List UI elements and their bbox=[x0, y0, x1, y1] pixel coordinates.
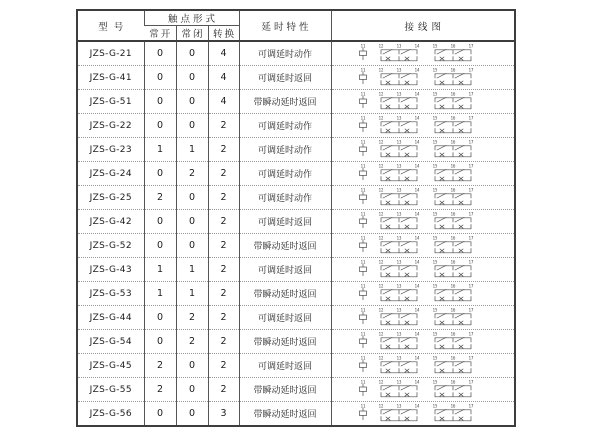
table-row bbox=[77, 354, 515, 378]
wiring-cell bbox=[331, 330, 515, 354]
header-normally-closed: 常闭 bbox=[176, 26, 208, 42]
table-row bbox=[77, 306, 515, 330]
wiring-diagram-icon bbox=[353, 283, 493, 305]
wiring-cell bbox=[331, 90, 515, 114]
svg-text:11: 11 bbox=[360, 163, 366, 169]
wiring-cell bbox=[331, 162, 515, 186]
normally-open-cell: 0 bbox=[144, 330, 176, 354]
svg-text:13: 13 bbox=[396, 235, 402, 241]
delay-cell: 可调延时返回 bbox=[239, 210, 331, 234]
model-cell: JZS-G-53 bbox=[77, 282, 144, 306]
normally-closed-cell: 2 bbox=[176, 306, 208, 330]
wiring-diagram-icon bbox=[353, 235, 493, 257]
svg-text:13: 13 bbox=[396, 139, 402, 145]
svg-text:16: 16 bbox=[450, 139, 456, 145]
svg-text:12: 12 bbox=[378, 211, 384, 217]
wiring-cell bbox=[331, 210, 515, 234]
normally-open-cell: 0 bbox=[144, 402, 176, 427]
svg-text:13: 13 bbox=[396, 379, 402, 385]
svg-text:13: 13 bbox=[396, 163, 402, 169]
model-cell: JZS-G-24 bbox=[77, 162, 144, 186]
svg-text:17: 17 bbox=[468, 259, 474, 265]
svg-text:17: 17 bbox=[468, 139, 474, 145]
svg-text:12: 12 bbox=[378, 331, 384, 337]
model-cell: JZS-G-54 bbox=[77, 330, 144, 354]
normally-open-cell: 1 bbox=[144, 282, 176, 306]
svg-text:11: 11 bbox=[360, 115, 366, 121]
svg-text:14: 14 bbox=[414, 163, 420, 169]
table-body bbox=[77, 41, 515, 426]
wiring-diagram-icon bbox=[353, 211, 493, 233]
changeover-cell: 3 bbox=[208, 402, 239, 427]
svg-text:14: 14 bbox=[414, 139, 420, 145]
svg-text:11: 11 bbox=[360, 67, 366, 73]
model-cell: JZS-G-51 bbox=[77, 90, 144, 114]
header-delay-characteristic: 延时特性 bbox=[239, 10, 331, 41]
svg-text:16: 16 bbox=[450, 163, 456, 169]
header-changeover: 转换 bbox=[208, 26, 239, 42]
svg-text:11: 11 bbox=[360, 331, 366, 337]
svg-text:12: 12 bbox=[378, 91, 384, 97]
svg-text:17: 17 bbox=[468, 91, 474, 97]
wiring-cell bbox=[331, 354, 515, 378]
normally-open-cell: 0 bbox=[144, 234, 176, 258]
model-cell: JZS-G-45 bbox=[77, 354, 144, 378]
normally-closed-cell: 0 bbox=[176, 378, 208, 402]
model-cell: JZS-G-41 bbox=[77, 66, 144, 90]
wiring-cell bbox=[331, 66, 515, 90]
normally-closed-cell: 0 bbox=[176, 114, 208, 138]
normally-closed-cell: 1 bbox=[176, 138, 208, 162]
svg-text:14: 14 bbox=[414, 331, 420, 337]
svg-text:13: 13 bbox=[396, 91, 402, 97]
wiring-diagram-icon bbox=[353, 259, 493, 281]
normally-closed-cell: 0 bbox=[176, 234, 208, 258]
wiring-diagram-icon bbox=[353, 307, 493, 329]
delay-cell: 带瞬动延时返回 bbox=[239, 330, 331, 354]
svg-text:16: 16 bbox=[450, 115, 456, 121]
model-cell: JZS-G-43 bbox=[77, 258, 144, 282]
changeover-cell: 2 bbox=[208, 306, 239, 330]
svg-text:17: 17 bbox=[468, 331, 474, 337]
normally-open-cell: 0 bbox=[144, 210, 176, 234]
svg-text:12: 12 bbox=[378, 187, 384, 193]
svg-text:14: 14 bbox=[414, 91, 420, 97]
changeover-cell: 2 bbox=[208, 138, 239, 162]
svg-text:16: 16 bbox=[450, 355, 456, 361]
delay-cell: 可调延时返回 bbox=[239, 354, 331, 378]
delay-cell: 带瞬动延时返回 bbox=[239, 90, 331, 114]
normally-closed-cell: 0 bbox=[176, 90, 208, 114]
wiring-diagram-icon bbox=[353, 115, 493, 137]
normally-closed-cell: 0 bbox=[176, 186, 208, 210]
wiring-diagram-icon bbox=[353, 403, 493, 425]
delay-cell: 带瞬动延时返回 bbox=[239, 282, 331, 306]
table-row bbox=[77, 66, 515, 90]
header-model: 型号 bbox=[77, 10, 144, 41]
delay-cell: 可调延时动作 bbox=[239, 41, 331, 66]
svg-text:16: 16 bbox=[450, 331, 456, 337]
wiring-diagram-icon bbox=[353, 163, 493, 185]
svg-text:16: 16 bbox=[450, 43, 456, 49]
changeover-cell: 2 bbox=[208, 210, 239, 234]
changeover-cell: 2 bbox=[208, 258, 239, 282]
changeover-cell: 4 bbox=[208, 41, 239, 66]
normally-open-cell: 1 bbox=[144, 258, 176, 282]
svg-text:15: 15 bbox=[432, 331, 438, 337]
svg-text:14: 14 bbox=[414, 355, 420, 361]
normally-open-cell: 2 bbox=[144, 186, 176, 210]
svg-text:12: 12 bbox=[378, 235, 384, 241]
normally-open-cell: 0 bbox=[144, 162, 176, 186]
svg-text:12: 12 bbox=[378, 307, 384, 313]
normally-closed-cell: 0 bbox=[176, 210, 208, 234]
svg-text:17: 17 bbox=[468, 43, 474, 49]
svg-text:11: 11 bbox=[360, 403, 366, 409]
table-row bbox=[77, 114, 515, 138]
delay-cell: 可调延时返回 bbox=[239, 306, 331, 330]
wiring-cell bbox=[331, 186, 515, 210]
table-row bbox=[77, 402, 515, 427]
wiring-diagram-icon bbox=[353, 187, 493, 209]
normally-open-cell: 2 bbox=[144, 378, 176, 402]
svg-text:11: 11 bbox=[360, 91, 366, 97]
normally-closed-cell: 0 bbox=[176, 402, 208, 427]
svg-text:17: 17 bbox=[468, 235, 474, 241]
model-cell: JZS-G-44 bbox=[77, 306, 144, 330]
normally-open-cell: 0 bbox=[144, 306, 176, 330]
table-row bbox=[77, 258, 515, 282]
svg-text:12: 12 bbox=[378, 43, 384, 49]
wiring-cell bbox=[331, 234, 515, 258]
model-cell: JZS-G-21 bbox=[77, 41, 144, 66]
svg-text:14: 14 bbox=[414, 211, 420, 217]
svg-text:13: 13 bbox=[396, 403, 402, 409]
wiring-cell bbox=[331, 41, 515, 66]
svg-text:14: 14 bbox=[414, 283, 420, 289]
svg-text:13: 13 bbox=[396, 115, 402, 121]
svg-text:15: 15 bbox=[432, 163, 438, 169]
delay-cell: 可调延时动作 bbox=[239, 186, 331, 210]
delay-cell: 可调延时动作 bbox=[239, 162, 331, 186]
svg-text:12: 12 bbox=[378, 139, 384, 145]
model-cell: JZS-G-56 bbox=[89, 408, 132, 419]
svg-text:12: 12 bbox=[378, 403, 384, 409]
svg-text:15: 15 bbox=[432, 115, 438, 121]
normally-closed-cell: 2 bbox=[176, 162, 208, 186]
svg-text:16: 16 bbox=[450, 187, 456, 193]
svg-text:11: 11 bbox=[360, 259, 366, 265]
svg-text:14: 14 bbox=[414, 43, 420, 49]
svg-text:11: 11 bbox=[360, 187, 366, 193]
delay-cell: 带瞬动延时返回 bbox=[239, 402, 331, 427]
model-cell: JZS-G-42 bbox=[77, 210, 144, 234]
wiring-diagram-icon bbox=[353, 331, 493, 353]
svg-text:16: 16 bbox=[450, 67, 456, 73]
svg-text:13: 13 bbox=[396, 283, 402, 289]
svg-text:11: 11 bbox=[360, 283, 366, 289]
svg-text:16: 16 bbox=[450, 235, 456, 241]
model-cell: JZS-G-23 bbox=[77, 138, 144, 162]
delay-cell: 可调延时动作 bbox=[239, 114, 331, 138]
table-row bbox=[77, 186, 515, 210]
svg-text:17: 17 bbox=[468, 163, 474, 169]
relay-spec-table bbox=[76, 9, 516, 427]
svg-text:14: 14 bbox=[414, 307, 420, 313]
svg-text:12: 12 bbox=[378, 379, 384, 385]
svg-text:11: 11 bbox=[360, 379, 366, 385]
changeover-cell: 2 bbox=[208, 186, 239, 210]
model-cell: JZS-G-25 bbox=[77, 186, 144, 210]
svg-text:15: 15 bbox=[432, 91, 438, 97]
delay-cell: 带瞬动延时返回 bbox=[239, 378, 331, 402]
svg-text:12: 12 bbox=[378, 355, 384, 361]
svg-text:16: 16 bbox=[450, 259, 456, 265]
normally-closed-cell: 0 bbox=[176, 41, 208, 66]
svg-text:15: 15 bbox=[432, 259, 438, 265]
svg-text:14: 14 bbox=[414, 259, 420, 265]
svg-text:17: 17 bbox=[468, 355, 474, 361]
delay-cell: 带瞬动延时返回 bbox=[239, 234, 331, 258]
svg-text:15: 15 bbox=[432, 403, 438, 409]
table-header bbox=[77, 10, 515, 41]
svg-text:11: 11 bbox=[360, 307, 366, 313]
table-row bbox=[77, 234, 515, 258]
svg-text:17: 17 bbox=[468, 307, 474, 313]
svg-text:14: 14 bbox=[414, 187, 420, 193]
normally-closed-cell: 1 bbox=[176, 258, 208, 282]
table-row bbox=[77, 162, 515, 186]
svg-text:13: 13 bbox=[396, 211, 402, 217]
svg-text:15: 15 bbox=[432, 187, 438, 193]
svg-text:13: 13 bbox=[396, 259, 402, 265]
wiring-diagram-icon bbox=[353, 67, 493, 89]
wiring-diagram-icon bbox=[353, 91, 493, 113]
svg-text:11: 11 bbox=[360, 211, 366, 217]
svg-text:12: 12 bbox=[378, 67, 384, 73]
model-cell: JZS-G-52 bbox=[77, 234, 144, 258]
wiring-diagram-icon bbox=[353, 43, 493, 65]
wiring-cell bbox=[331, 306, 515, 330]
model-cell: JZS-G-55 bbox=[77, 378, 144, 402]
svg-text:13: 13 bbox=[396, 355, 402, 361]
svg-text:12: 12 bbox=[378, 163, 384, 169]
changeover-cell: 2 bbox=[208, 282, 239, 306]
svg-text:16: 16 bbox=[450, 91, 456, 97]
svg-text:11: 11 bbox=[360, 235, 366, 241]
normally-open-cell: 0 bbox=[144, 114, 176, 138]
svg-text:16: 16 bbox=[450, 379, 456, 385]
svg-text:16: 16 bbox=[450, 307, 456, 313]
changeover-cell: 2 bbox=[208, 114, 239, 138]
normally-closed-cell: 0 bbox=[176, 354, 208, 378]
svg-text:15: 15 bbox=[432, 355, 438, 361]
normally-closed-cell: 2 bbox=[176, 330, 208, 354]
normally-open-cell: 0 bbox=[144, 90, 176, 114]
normally-closed-cell: 0 bbox=[176, 66, 208, 90]
svg-text:14: 14 bbox=[414, 235, 420, 241]
svg-text:16: 16 bbox=[450, 403, 456, 409]
changeover-cell: 4 bbox=[208, 90, 239, 114]
svg-text:17: 17 bbox=[468, 403, 474, 409]
normally-closed-cell: 1 bbox=[176, 282, 208, 306]
wiring-diagram-icon bbox=[353, 379, 493, 401]
svg-text:11: 11 bbox=[360, 139, 366, 145]
header-wiring-diagram: 接线图 bbox=[331, 10, 515, 41]
changeover-cell: 2 bbox=[208, 354, 239, 378]
svg-text:16: 16 bbox=[450, 211, 456, 217]
svg-text:15: 15 bbox=[432, 379, 438, 385]
svg-text:12: 12 bbox=[378, 115, 384, 121]
svg-text:14: 14 bbox=[414, 403, 420, 409]
svg-text:15: 15 bbox=[432, 139, 438, 145]
table-row bbox=[77, 330, 515, 354]
delay-cell: 可调延时返回 bbox=[239, 258, 331, 282]
wiring-cell bbox=[331, 378, 515, 402]
header-normally-open: 常开 bbox=[144, 26, 176, 42]
wiring-diagram-icon bbox=[353, 139, 493, 161]
svg-text:15: 15 bbox=[432, 283, 438, 289]
svg-text:15: 15 bbox=[432, 307, 438, 313]
svg-text:13: 13 bbox=[396, 67, 402, 73]
svg-text:15: 15 bbox=[432, 43, 438, 49]
svg-text:12: 12 bbox=[378, 283, 384, 289]
header-contact-form: 触点形式 bbox=[144, 10, 239, 26]
svg-text:11: 11 bbox=[360, 355, 366, 361]
changeover-cell: 4 bbox=[208, 66, 239, 90]
svg-text:14: 14 bbox=[414, 67, 420, 73]
changeover-cell: 2 bbox=[208, 330, 239, 354]
table-row bbox=[77, 210, 515, 234]
svg-text:13: 13 bbox=[396, 43, 402, 49]
svg-text:15: 15 bbox=[432, 211, 438, 217]
svg-text:12: 12 bbox=[378, 259, 384, 265]
table-row bbox=[77, 41, 515, 66]
wiring-diagram-icon bbox=[353, 355, 493, 377]
svg-text:14: 14 bbox=[414, 115, 420, 121]
changeover-cell: 2 bbox=[208, 378, 239, 402]
svg-text:11: 11 bbox=[360, 43, 366, 49]
svg-text:17: 17 bbox=[468, 211, 474, 217]
normally-open-cell: 0 bbox=[144, 41, 176, 66]
normally-open-cell: 1 bbox=[144, 138, 176, 162]
changeover-cell: 2 bbox=[208, 162, 239, 186]
delay-cell: 可调延时动作 bbox=[239, 138, 331, 162]
svg-text:17: 17 bbox=[468, 283, 474, 289]
changeover-cell: 2 bbox=[208, 234, 239, 258]
svg-text:17: 17 bbox=[468, 379, 474, 385]
table-row bbox=[77, 138, 515, 162]
svg-text:14: 14 bbox=[414, 379, 420, 385]
model-cell: JZS-G-22 bbox=[77, 114, 144, 138]
normally-open-cell: 2 bbox=[144, 354, 176, 378]
svg-text:13: 13 bbox=[396, 187, 402, 193]
svg-text:16: 16 bbox=[450, 283, 456, 289]
table-row bbox=[77, 282, 515, 306]
svg-text:17: 17 bbox=[468, 115, 474, 121]
table-row bbox=[77, 90, 515, 114]
svg-text:17: 17 bbox=[468, 187, 474, 193]
normally-open-cell: 0 bbox=[144, 66, 176, 90]
svg-text:13: 13 bbox=[396, 331, 402, 337]
wiring-cell bbox=[331, 402, 515, 427]
wiring-cell bbox=[331, 282, 515, 306]
svg-text:13: 13 bbox=[396, 307, 402, 313]
svg-text:17: 17 bbox=[468, 67, 474, 73]
table-row bbox=[77, 378, 515, 402]
delay-cell: 可调延时返回 bbox=[239, 66, 331, 90]
wiring-cell bbox=[331, 138, 515, 162]
svg-text:15: 15 bbox=[432, 67, 438, 73]
wiring-cell bbox=[331, 258, 515, 282]
svg-text:15: 15 bbox=[432, 235, 438, 241]
wiring-cell bbox=[331, 114, 515, 138]
